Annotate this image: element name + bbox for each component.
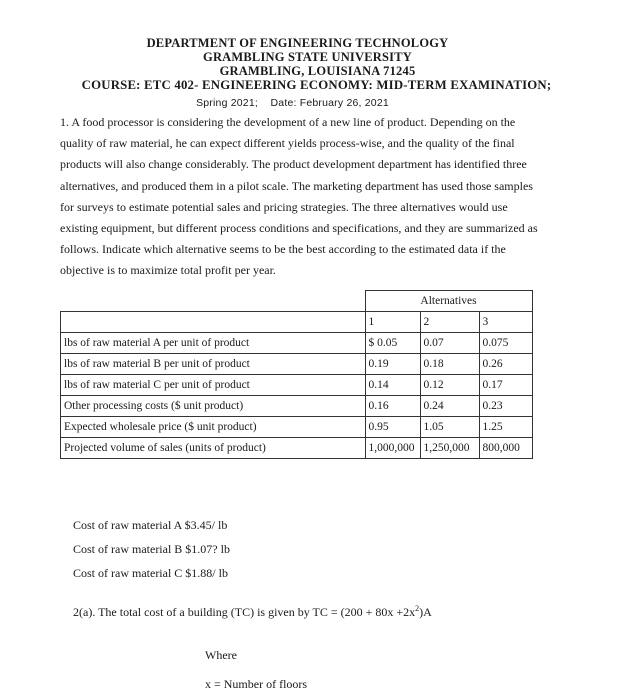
- table-group-header-row: [61, 291, 533, 312]
- formula-suffix: )A: [419, 605, 432, 619]
- cost-line-b: Cost of raw material B $1.07? lb: [73, 542, 230, 556]
- row-label: lbs of raw material C per unit of product: [61, 375, 366, 396]
- document-header: [0, 36, 625, 110]
- cell-value: 1,000,000: [365, 438, 420, 459]
- cell-value: 1.05: [420, 417, 479, 438]
- cell-value: 0.16: [365, 396, 420, 417]
- row-label: Projected volume of sales (units of product): [61, 438, 366, 459]
- cell-value: 0.075: [479, 333, 532, 354]
- cell-value: 800,000: [479, 438, 532, 459]
- cell-value: 0.19: [365, 354, 420, 375]
- row-label: lbs of raw material B per unit of product: [61, 354, 366, 375]
- exam-date: Date: February 26, 2021: [270, 97, 389, 109]
- raw-material-costs: [73, 513, 230, 585]
- formula-exponent: 2: [415, 604, 420, 613]
- column-header-2: 2: [420, 312, 479, 333]
- university-location: GRAMBLING, LOUISIANA 71245: [219, 64, 416, 78]
- table-row: [61, 396, 533, 417]
- table-row: [61, 417, 533, 438]
- where-label: Where: [205, 648, 237, 662]
- term-label: Spring 2021;: [196, 97, 259, 109]
- column-header-1: 1: [365, 312, 420, 333]
- cell-value: 0.23: [479, 396, 532, 417]
- cost-line-c: Cost of raw material C $1.88/ lb: [73, 566, 228, 580]
- course-title: COURSE: ETC 402- ENGINEERING ECONOMY: MID-TERM EXAMINATION;: [81, 78, 552, 92]
- table-row: [61, 354, 533, 375]
- cell-value: 0.14: [365, 375, 420, 396]
- table-corner-cell: [61, 291, 366, 312]
- cell-value: $ 0.05: [365, 333, 420, 354]
- exam-date-line: [0, 96, 625, 110]
- variable-definition: x = Number of floors: [205, 677, 308, 691]
- department-title: DEPARTMENT OF ENGINEERING TECHNOLOGY: [146, 36, 449, 50]
- cost-line-a: Cost of raw material A $3.45/ lb: [73, 518, 228, 532]
- question-2a-text: [73, 604, 432, 620]
- formula-prefix: 2(a). The total cost of a building (TC) is given by TC = (200 + 80x +2x: [73, 605, 416, 619]
- row-label: lbs of raw material A per unit of product: [61, 333, 366, 354]
- cell-value: 0.95: [365, 417, 420, 438]
- table-row: [61, 438, 533, 459]
- table-row: [61, 333, 533, 354]
- cell-value: 0.18: [420, 354, 479, 375]
- university-name: GRAMBLING STATE UNIVERSITY: [203, 50, 412, 64]
- cell-value: 0.07: [420, 333, 479, 354]
- table-column-header-row: [61, 312, 533, 333]
- column-header-3: 3: [479, 312, 532, 333]
- table-row: [61, 375, 533, 396]
- row-label: Other processing costs ($ unit product): [61, 396, 366, 417]
- cell-value: 1,250,000: [420, 438, 479, 459]
- cell-value: 1.25: [479, 417, 532, 438]
- table-label-header-cell: [61, 312, 366, 333]
- alternatives-table: [60, 290, 533, 459]
- cell-value: 0.12: [420, 375, 479, 396]
- question-1-text: 1. A food processor is considering the development of a new line of product. Depending on the quality of raw material, he can expect different yields process-wise, and the quality of the final products will also change considerably. The product development department has identified three alternatives, and produced them in a pilot scale. The marketing department has used those samples for surveys to estimate potential sales and pricing strategies. The three alternatives would use existing equipment, but different process conditions and specifications, and they are summarized as follows. Indicate which alternative seems to be the best according to the estimated data if the objective is to maximize total profit per year.: [60, 115, 538, 278]
- cell-value: 0.26: [479, 354, 532, 375]
- row-label: Expected wholesale price ($ unit product): [61, 417, 366, 438]
- cell-value: 0.17: [479, 375, 532, 396]
- cell-value: 0.24: [420, 396, 479, 417]
- alternatives-group-header: Alternatives: [365, 291, 532, 312]
